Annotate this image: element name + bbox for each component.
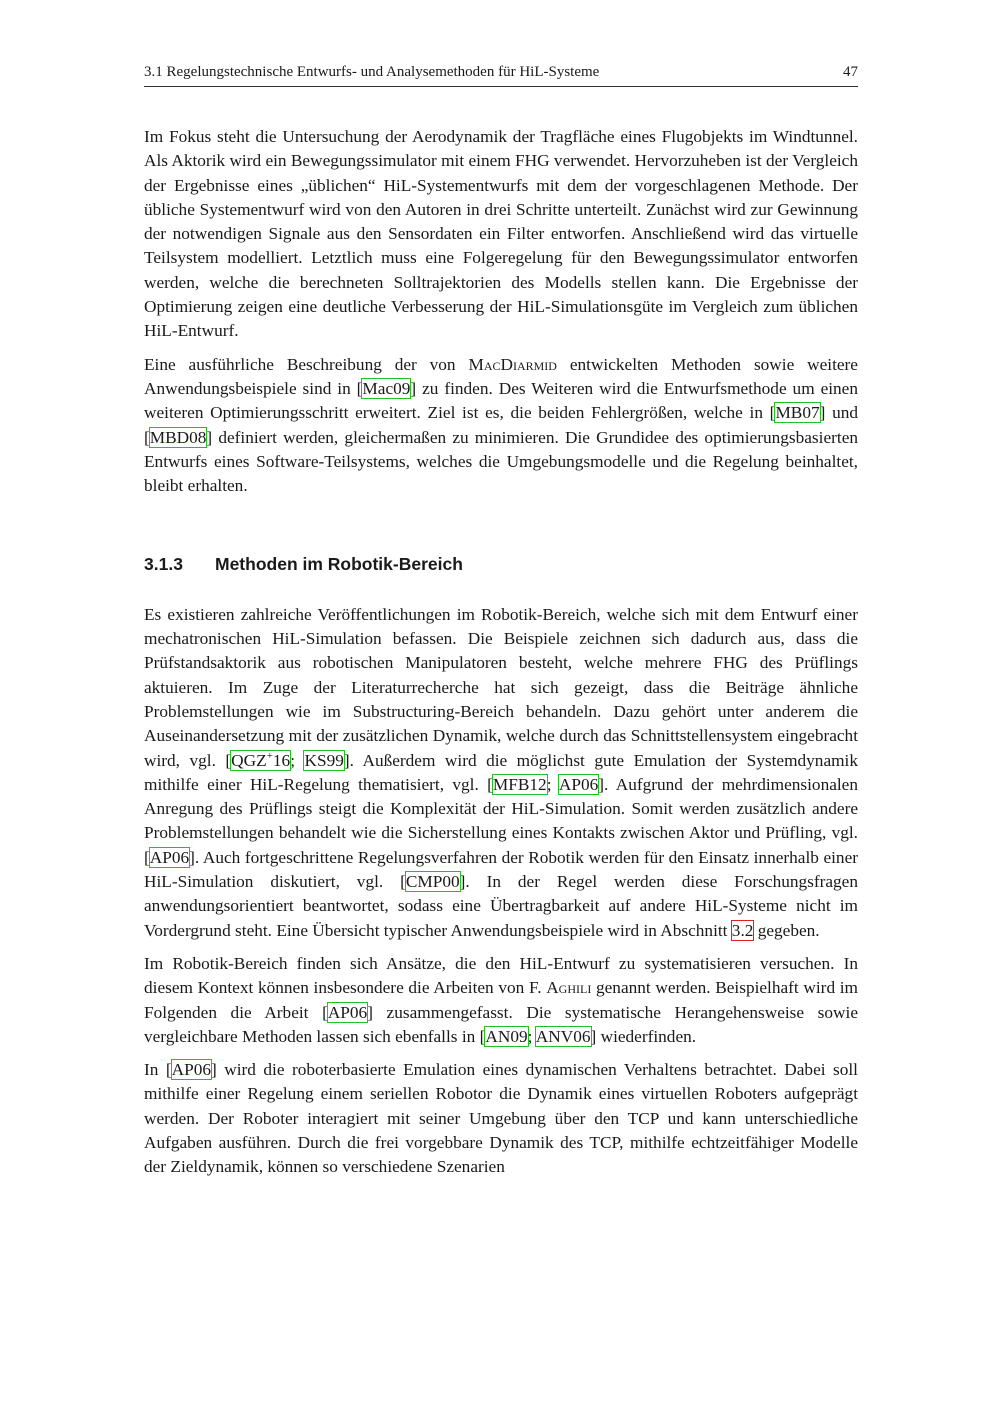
citation-year: 16 (272, 750, 291, 770)
text-span: ] zusammengefasst. Die systematische Herangehensweise sowie vergleichbare Methoden lassen sich ebenfalls in [ (144, 1002, 858, 1046)
running-head (144, 62, 858, 87)
author-name-aghili: Aghili (546, 978, 592, 998)
running-head-title: 3.1 Regelungstechnische Entwurfs- und Analysemethoden für HiL-Systeme (144, 64, 600, 80)
page-number: 47 (843, 64, 858, 80)
text-span: ]. Außerdem wird die möglichst gute Emulation der Systemdynamik mithilfe einer HiL-Regelung thematisiert, vgl. [ (144, 750, 858, 794)
section-title: Methoden im Robotik-Bereich (215, 554, 463, 575)
citation-link-ap06[interactable]: AP06 (149, 847, 190, 867)
section-number: 3.1.3 (144, 554, 183, 575)
text-span: ; (527, 1026, 536, 1046)
citation-superscript: + (266, 749, 273, 762)
paragraph-3 (144, 603, 858, 943)
citation-link-ap06[interactable]: AP06 (327, 1002, 368, 1022)
paragraph-1: Im Fokus steht die Untersuchung der Aerodynamik der Tragfläche eines Flugobjekts im Windtunnel. Als Aktorik wird ein Bewegungssimulator mit einem FHG verwendet. Hervorzuheben ist der Vergleich der Ergebnisse eines „üblichen“ HiL-Systementwurfs mit dem der vorgeschlagenen Methode. Der übliche Systementwurf wird von den Autoren in drei Schritte unterteilt. Zunächst wird zur Gewinnung der notwendigen Signale aus den Sensordaten ein Filter entworfen. Anschließend wird das virtuelle Teilsystem modelliert. Letztlich muss eine Folgeregelung für den Bewegungssimulator entworfen werden, welche die berechneten Solltrajektorien des Modells stellen kann. Die Ergebnisse der Optimierung zeigen eine deutliche Verbesserung der HiL-Simulationsgüte im Vergleich zum üblichen HiL-Entwurf. (144, 127, 858, 341)
citation-link-qgz16[interactable] (231, 751, 290, 770)
text-span: ] und [ (144, 403, 858, 447)
text-span: ]. Aufgrund der mehrdimensionalen Anregung des Prüflings steigt die Komplexität der HiL-Simulation. Somit werden zusätzlich andere Problemstellungen behandelt wie die Sicherstellung eines Kontakts zwischen Aktor und Prüfling, vgl. [ (144, 774, 858, 867)
text-span: ; (290, 750, 305, 770)
citation-link-ks99[interactable]: KS99 (304, 750, 344, 770)
text-span: ] zu finden. Des Weiteren wird die Entwurfsmethode um einen weiteren Optimierungsschritt erweitert. Ziel ist es, die beiden Fehlergrößen, welche in [ (144, 378, 858, 423)
text-span: gegeben. (753, 920, 820, 940)
text-span: ] wiederfinden. (590, 1026, 697, 1046)
text-span: entwickelten Methoden sowie weitere Anwendungsbeispiele sind in [ (144, 354, 858, 398)
text-span: ; (546, 774, 559, 794)
text-span: Eine ausführliche Beschreibung der von (144, 354, 469, 374)
section-reference-link-3-2[interactable]: 3.2 (731, 920, 754, 940)
text-span: genannt werden. Beispielhaft wird im Folgenden die Arbeit [ (144, 978, 858, 1022)
citation-link-cmp00[interactable]: CMP00 (405, 872, 460, 892)
body-text (144, 125, 858, 1180)
text-span: Es existieren zahlreiche Veröffentlichungen im Robotik-Bereich, welche sich mit dem Entwurf einer mechatronischen HiL-Simulation befassen. Die Beispiele zeichnen sich dadurch aus, dass die Prüfstandsaktorik aus robotischen Manipulatoren besteht, welche mehrere FHG des Prüflings aktuieren. Im Zuge der Literaturrecherche hat sich gezeigt, dass die Beiträge ähnliche Problemstellungen wie im Substructuring-Bereich behandeln. Dazu gehört unter anderem die Auseinandersetzung mit der zusätzlichen Dynamik, welche durch das Schnittstellensystem eingebracht wird, vgl. [ (144, 604, 858, 770)
citation-link-an09[interactable]: AN09 (485, 1026, 528, 1046)
citation-link-mb07[interactable]: MB07 (775, 403, 820, 423)
author-name-macdiarmid: MacDiarmid (468, 354, 557, 374)
citation-link-mac09[interactable]: Mac09 (362, 378, 411, 398)
text-span: ]. Auch fortgeschrittene Regelungsverfahren der Robotik werden für den Einsatz innerhalb einer HiL-Simulation diskutiert, vgl. [ (144, 847, 858, 892)
citation-link-ap06[interactable]: AP06 (558, 774, 599, 794)
citation-link-anv06[interactable]: ANV06 (535, 1026, 591, 1046)
text-span: Im Robotik-Bereich finden sich Ansätze, die den HiL-Entwurf zu systematisieren versuchen. In diesem Kontext können insbesondere die Arbeiten von F. (144, 953, 858, 998)
citation-link-mbd08[interactable]: MBD08 (149, 427, 207, 447)
paragraph-5 (144, 1058, 858, 1179)
page (144, 62, 858, 1189)
section-heading (144, 552, 858, 576)
text-span: In [ (144, 1060, 172, 1080)
citation-link-ap06[interactable]: AP06 (171, 1060, 212, 1080)
paragraph-2 (144, 353, 858, 499)
text-span: ]. In der Regel werden diese Forschungsfragen anwendungsorientiert beantwortet, sodass eine Übertragbarkeit auf andere HiL-Systeme nicht im Vordergrund steht. Eine Übersicht typischer Anwendungsbeispiele wird in Abschnitt (144, 872, 858, 940)
citation-text: QGZ (231, 750, 267, 770)
text-span: ] wird die roboterbasierte Emulation eines dynamischen Verhaltens betrachtet. Dabei soll mithilfe einer Regelung einem seriellen Robotor die Dynamik eines virtuellen Roboters aufgeprägt werden. Der Roboter interagiert mit seiner Umgebung über den TCP und kann unterschiedliche Aufgaben ausführen. Durch die frei vorgebbare Dynamik des TCP, mithilfe echtzeitfähiger Modelle der Zieldynamik, können so verschiedene Szenarien (144, 1060, 858, 1177)
text-span: ] definiert werden, gleichermaßen zu minimieren. Die Grundidee des optimierungsbasierten Entwurfs eines Software-Teilsystems, welches die Umgebungsmodelle und die Regelung beinhaltet, bleibt erhalten. (144, 427, 858, 496)
citation-link-mfb12[interactable]: MFB12 (492, 774, 547, 794)
paragraph-4 (144, 952, 858, 1049)
